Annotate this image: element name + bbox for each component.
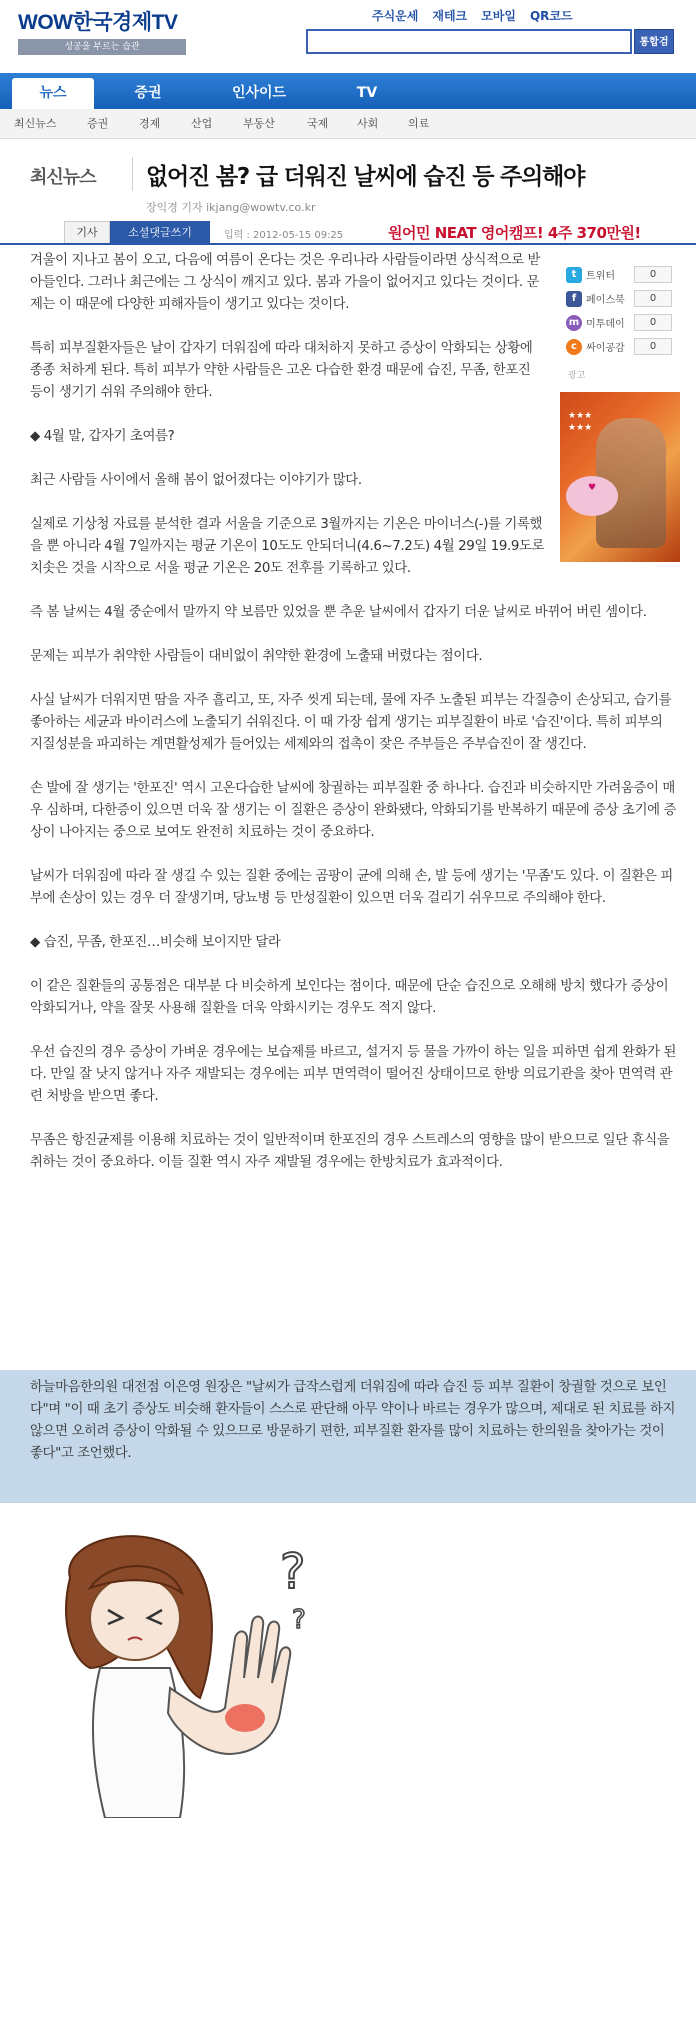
paragraph: 무좀은 항진균제를 이용해 치료하는 것이 일반적이며 한포진의 경우 스트레스의 영향을 많이 받으므로 일단 휴식을 취하는 것이 중요하다. 이들 질환 역시 자주 재발될 경우에는 한방치료가 효과적이다. <box>30 1133 670 1170</box>
paragraph: 손 발에 잘 생기는 '한포진' 역시 고온다습한 날씨에 창궐하는 피부질환 중 하나다. 습진과 비슷하지만 가려움증이 매우 심하며, 다한증이 있으면 더욱 잘 생기는 이 질환은 증상이 완화됐다, 악화되기를 반복하기 때문에 증상 초기에 증상이 나아지는 중으로 보여도 완전히 치료하는 것이 중요하다. <box>30 781 677 840</box>
share-label: 페이스북 <box>586 295 625 306</box>
subnav-society[interactable]: 사회 <box>357 117 379 130</box>
subnav-latest[interactable]: 최신뉴스 <box>14 117 57 130</box>
site-logo[interactable] <box>18 10 190 58</box>
paragraph: 우선 습진의 경우 증상이 가벼운 경우에는 보습제를 바르고, 설거지 등 물을 가까이 하는 일을 피하면 쉽게 완화가 된다. 만일 잘 낫지 않거나 자주 재발되는 경우에는 피부 면역력이 떨어진 상태이므로 한방 의료기관을 찾아 면역력 관련 처방을 받으면 좋다. <box>30 1045 677 1104</box>
ad-graphic-blob: ♥ <box>566 476 618 516</box>
ad-label: 광고 <box>568 371 586 381</box>
paragraph: 겨울이 지나고 봄이 오고, 다음에 여름이 온다는 것은 우리나라 사람들이라면 상식적으로 받아들인다. 그러나 최근에는 그 상식이 깨지고 있다. 봄과 가을이 없어지고 있다는 것이다. 문제는 이 때문에 다양한 피해자들이 생기고 있다는 것이다. <box>30 253 541 312</box>
article-byline: 장익경 기자 ikjang@wowtv.co.kr <box>146 201 316 214</box>
article-date: 입력 : 2012-05-15 09:25 <box>224 230 344 241</box>
top-links <box>372 7 573 24</box>
paragraph: 이 같은 질환들의 공통점은 대부분 다 비슷하게 보인다는 점이다. 때문에 단순 습진으로 오해해 방치 했다가 증상이 악화되거나, 약을 잘못 사용해 질환을 더욱 악화시키는 경우도 적지 않다. <box>30 979 669 1016</box>
tab-inside[interactable]: 인사이드 <box>231 85 287 101</box>
subnav-industry[interactable]: 산업 <box>191 117 213 130</box>
share-label: 싸이공감 <box>586 343 625 354</box>
share-label: 미투데이 <box>586 319 625 330</box>
paragraph: 특히 피부질환자들은 날이 갑자기 더워짐에 따라 대처하지 못하고 증상이 악화되는 상황에 종종 처하게 된다. 특히 피부가 약한 사람들은 고온 다습한 환경 때문에 습진, 무좀, 한포진 등이 생기기 쉬워 주의해야 한다. <box>30 341 533 400</box>
quote-text: 하늘마음한의원 대전점 이은영 원장은 "날씨가 급작스럽게 더워짐에 따라 습진 등 피부 질환이 창궐할 것으로 보인다"며 "이 때 초기 증상도 비슷해 환자들이 스스로 판단해 아무 약이나 바르는 경우가 많으며, 제대로 된 치료를 하지 않으면 오히려 증상이 악화될 수 있으므로 방문하기 편한, 피부질환 환자를 많이 치료하는 한의원을 찾아가는 것이 좋다"고 조언했다. <box>30 1380 676 1461</box>
search-button[interactable]: 통합검색 <box>634 29 674 54</box>
tab-stock[interactable]: 증권 <box>134 85 162 101</box>
top-link-fortune[interactable]: 주식운세 <box>372 9 419 23</box>
section-title: 최신뉴스 <box>30 167 96 188</box>
subnav-economy[interactable]: 경제 <box>139 117 161 130</box>
subnav-world[interactable]: 국제 <box>307 117 329 130</box>
article-headline: 없어진 봄? 급 더워진 날씨에 습진 등 주의해야 <box>146 164 585 190</box>
tab-social-comment[interactable]: 소셜댓글쓰기 <box>110 221 210 243</box>
search-input[interactable] <box>306 29 632 54</box>
paragraph: 실제로 기상청 자료를 분석한 결과 서울을 기준으로 3월까지는 기온은 마이너스(-)를 기록했을 뿐 아니라 4월 7일까지는 평균 기온이 10도도 안되더니(4.6~7.2도) 4월 29일 19.9도로 치솟은 것을 시작으로 서울 평균 기온은 20도 전후를 기록하고 있다. <box>30 517 545 576</box>
paragraph: 날씨가 더워짐에 따라 잘 생길 수 있는 질환 중에는 곰팡이 균에 의해 손, 발 등에 생기는 '무좀'도 있다. 이 질환은 피부에 손상이 있는 경우 더 잘생기며, 당뇨병 등 만성질환이 있으면 더욱 걸리기 쉬우므로 주의해야 한다. <box>30 869 673 906</box>
twitter-icon: t <box>566 267 582 283</box>
tab-article[interactable]: 기사 <box>64 221 110 243</box>
facebook-icon: f <box>566 291 582 307</box>
share-count: 0 <box>634 290 672 307</box>
tab-tv[interactable]: TV <box>356 85 378 101</box>
share-count: 0 <box>634 338 672 355</box>
subnav-stock[interactable]: 증권 <box>87 117 109 130</box>
paragraph: 사실 날씨가 더워지면 땀을 자주 흘리고, 또, 자주 씻게 되는데, 물에 자주 노출된 피부는 각질층이 손상되고, 습기를 좋아하는 세균과 바이러스에 노출되기 쉬워진다. 이 때 가장 쉽게 생기는 피부질환이 바로 '습진'이다. 특히 피부의 지질성분을 파괴하는 계면활성제가 들어있는 세제와의 접촉이 잦은 주부들은 주부습진이 잘 생긴다. <box>30 693 672 752</box>
share-count: 0 <box>634 266 672 283</box>
me2day-icon: m <box>566 315 582 331</box>
top-link-finance[interactable]: 재테크 <box>432 9 468 23</box>
subheading: ◆ 습진, 무좀, 한포진…비슷해 보이지만 달라 <box>30 935 281 950</box>
tab-news[interactable]: 뉴스 <box>12 78 94 109</box>
main-nav <box>0 73 696 109</box>
logo-tagline: 성공을 부르는 습관 <box>18 39 186 55</box>
article-body <box>30 250 678 1196</box>
site-header <box>0 0 696 73</box>
subnav-medical[interactable]: 의료 <box>408 117 430 130</box>
cyworld-icon: c <box>566 339 582 355</box>
paragraph: 최근 사람들 사이에서 올해 봄이 없어졌다는 이야기가 많다. <box>30 473 362 488</box>
title-divider <box>132 157 133 191</box>
svg-text:?: ? <box>292 1605 306 1635</box>
top-link-qrcode[interactable]: QR코드 <box>529 9 573 23</box>
svg-text:?: ? <box>280 1544 306 1600</box>
logo-text: WOW한국경제TV <box>18 11 178 34</box>
subnav-realestate[interactable]: 부동산 <box>243 117 275 130</box>
ad-graphic-text: ★★★ ★★★ <box>568 411 593 433</box>
paragraph: 즉 봄 날씨는 4월 중순에서 말까지 약 보름만 있었을 뿐 추운 날씨에서 갑자기 더운 날씨로 바뀌어 버린 셈이다. <box>30 605 647 620</box>
subheading: ◆ 4월 말, 갑자기 초여름? <box>30 429 175 444</box>
promo-link[interactable]: 원어민 NEAT 영어캠프! 4주 370만원! <box>388 224 641 242</box>
top-link-mobile[interactable]: 모바일 <box>481 9 516 23</box>
share-label: 트위터 <box>586 271 615 282</box>
sub-nav <box>0 109 696 139</box>
article-illustration <box>30 1518 350 1818</box>
share-count: 0 <box>634 314 672 331</box>
paragraph: 문제는 피부가 취약한 사람들이 대비없이 취약한 환경에 노출돼 버렸다는 점이다. <box>30 649 483 664</box>
